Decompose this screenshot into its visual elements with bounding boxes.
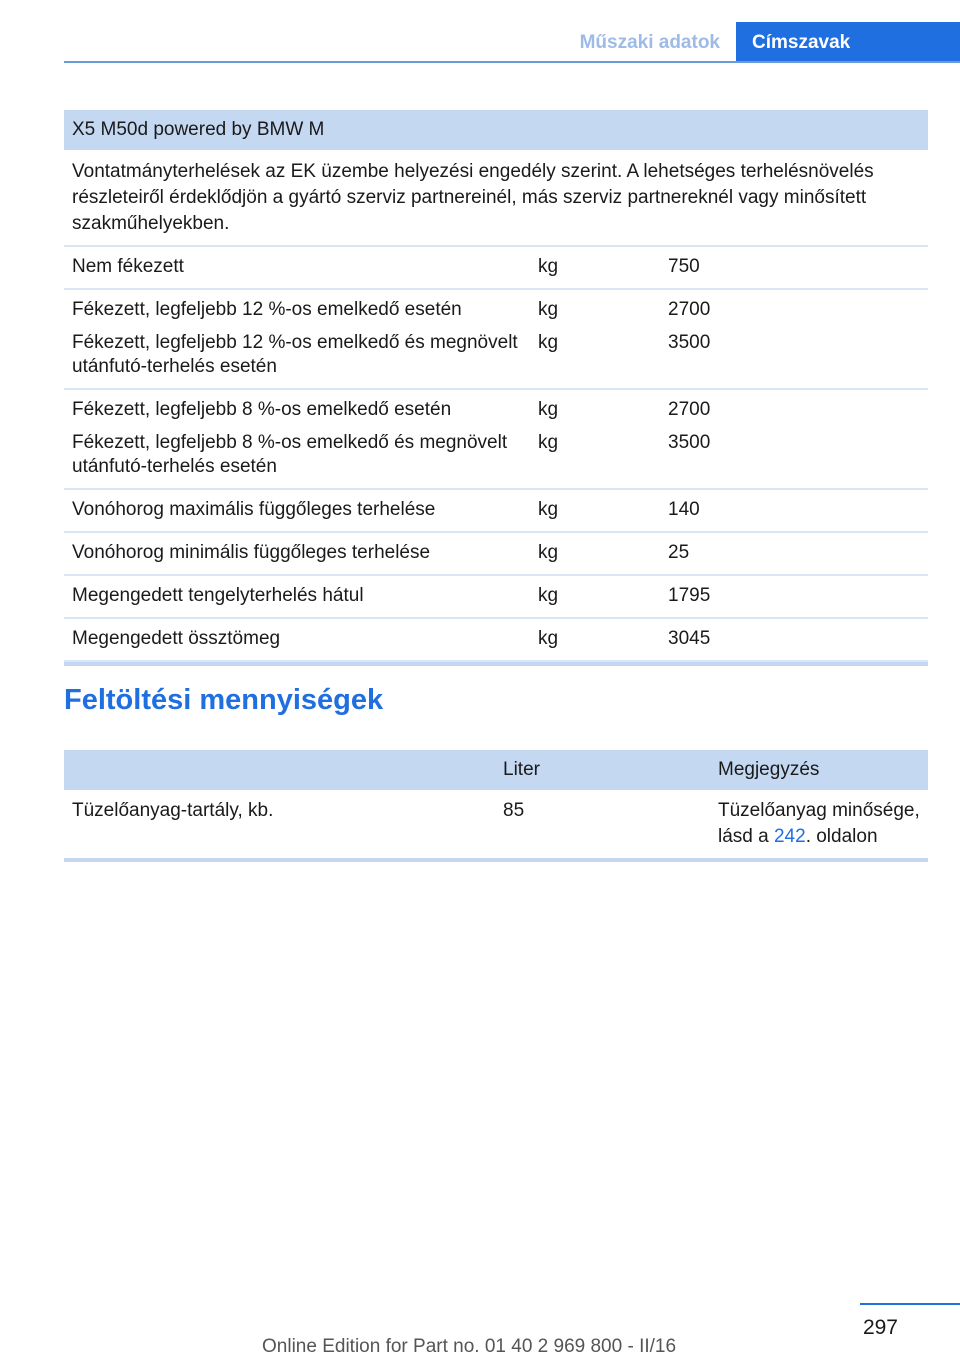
table-row: [64, 627, 928, 651]
row-unit: kg: [538, 399, 559, 420]
row-label: Megengedett tengelyterhelés hátul: [72, 585, 364, 606]
table-row: [64, 298, 928, 322]
fill-table-end-rule: [64, 858, 928, 862]
row-label: Fékezett, legfeljebb 8 %-os emelkedő esetén: [72, 399, 452, 420]
header-tab-cimszavak[interactable]: Címszavak: [736, 22, 960, 61]
row-value: 3500: [668, 432, 711, 453]
row-unit: kg: [538, 432, 559, 453]
fill-col-note-header: Megjegyzés: [718, 759, 820, 780]
row-label: Fékezett, legfeljebb 12 %-os emelkedő és megnövelt utánfutó-terhelés esetén: [72, 332, 518, 377]
towing-table-end-rule: [64, 662, 928, 666]
fill-row-note: [712, 798, 928, 850]
row-label: Vonóhorog minimális függőleges terhelése: [72, 542, 431, 563]
table-row-group: [64, 290, 928, 390]
page-header: [0, 22, 960, 62]
page-reference-link[interactable]: 242: [773, 826, 806, 847]
row-unit: kg: [538, 499, 559, 520]
row-value: 140: [668, 499, 700, 520]
towing-table: [64, 110, 928, 666]
header-section-title: Műszaki adatok: [579, 32, 720, 53]
row-unit: kg: [538, 256, 559, 277]
table-row-group: [64, 247, 928, 290]
footer-edition: Online Edition for Part no. 01 40 2 969 800 - II/16: [262, 1336, 677, 1357]
row-unit: kg: [538, 628, 559, 649]
table-row: [64, 331, 928, 379]
row-unit: kg: [538, 542, 559, 563]
fill-col-label-header: [64, 750, 498, 790]
row-value: 750: [668, 256, 700, 277]
row-label: Fékezett, legfeljebb 8 %-os emelkedő és megnövelt utánfutó-terhelés esetén: [72, 432, 508, 477]
row-label: Nem fékezett: [72, 256, 184, 277]
table-row: [64, 584, 928, 608]
fill-quantities-table: [64, 750, 928, 862]
towing-table-note: Vontatmányterhelések az EK üzembe helyezési engedély szerint. A lehetséges terhelésnövelés részleteiről érdeklődjön a gyártó szerviz partnereinél, más szerviz partnereknél vagy minősített szakműhelyekben.: [64, 150, 928, 247]
table-row-group: [64, 390, 928, 490]
table-row: [64, 255, 928, 279]
page-number: 297: [862, 1316, 898, 1339]
row-unit: kg: [538, 332, 559, 353]
row-label: Vonóhorog maximális függőleges terhelése: [72, 499, 436, 520]
row-value: 3500: [668, 332, 711, 353]
table-row-group: [64, 490, 928, 533]
row-value: 3045: [668, 628, 711, 649]
towing-table-title: X5 M50d powered by BMW M: [64, 110, 928, 150]
row-value: 1795: [668, 585, 711, 606]
table-row-group: [64, 576, 928, 619]
table-row: [64, 498, 928, 522]
row-label: Megengedett össztömeg: [72, 628, 281, 649]
table-row: [64, 431, 928, 479]
table-row: [64, 398, 928, 422]
towing-table-body: [64, 247, 928, 662]
row-unit: kg: [538, 299, 559, 320]
table-row: [64, 790, 928, 858]
fill-note-text-end: . oldalon: [805, 826, 878, 847]
table-row-group: [64, 533, 928, 576]
table-row: [64, 541, 928, 565]
row-unit: kg: [538, 585, 559, 606]
fill-row-liter: 85: [503, 800, 525, 821]
fill-row-label: Tüzelőanyag-tartály, kb.: [72, 800, 274, 821]
row-label: Fékezett, legfeljebb 12 %-os emelkedő esetén: [72, 299, 462, 320]
section-heading-fill-quantities: Feltöltési mennyiségek: [64, 684, 384, 716]
row-value: 2700: [668, 399, 711, 420]
page-number-rule: [860, 1303, 960, 1305]
fill-note-text: Tüzelőanyag minősége, lásd a: [718, 800, 920, 847]
fill-col-liter-header: Liter: [503, 759, 540, 780]
header-rule: [64, 61, 960, 63]
row-value: 25: [668, 542, 690, 563]
row-value: 2700: [668, 299, 711, 320]
fill-table-header: [64, 750, 928, 790]
table-row-group: [64, 619, 928, 662]
